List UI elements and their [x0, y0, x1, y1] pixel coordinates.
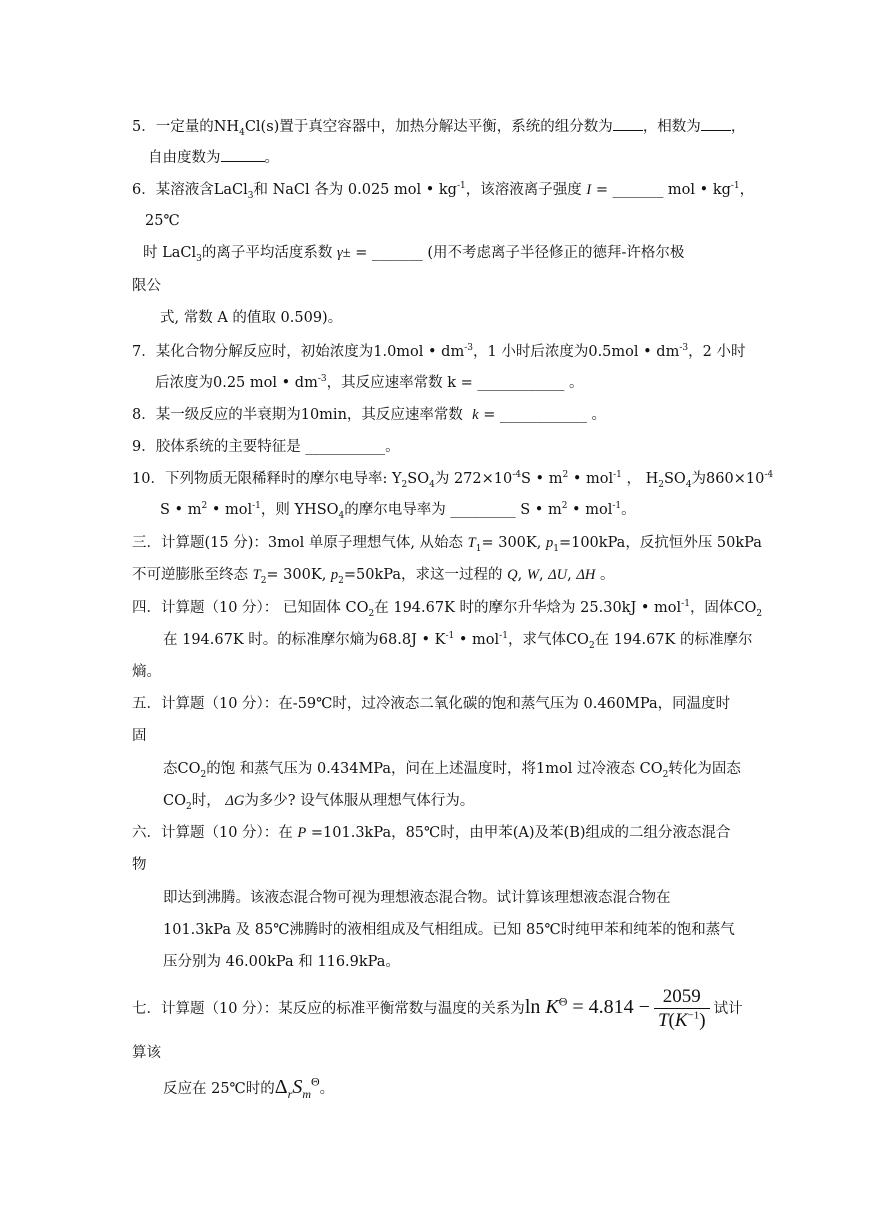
q6-t24: 的值取 — [232, 310, 276, 326]
q7-t6: -3 — [679, 343, 689, 354]
s7-exp: −1 — [687, 1009, 700, 1022]
s6-line4 — [163, 920, 735, 940]
q6-t14: 25℃ — [145, 213, 180, 229]
s3-t11: = 300K, — [266, 567, 327, 583]
s7-m: m — [302, 1087, 311, 1101]
s3-t10: 2 — [260, 575, 267, 586]
s4-t8: ，固体 — [689, 600, 734, 616]
s4-t18: ，求气体 — [507, 632, 566, 648]
q9-t1: 9．胶体系统的主要特征是 — [132, 439, 301, 455]
s3-t5: p — [545, 535, 554, 551]
q5-text-2: Cl(s)置于真空容器中，加热分解达平衡，系统的组分数为 — [244, 119, 613, 135]
s3-line1 — [132, 533, 762, 553]
q7-t8: 后浓度为 — [155, 375, 213, 391]
s5-t20: 为多少? 设气体服从理想气体行为。 — [244, 793, 475, 809]
fraction — [654, 986, 710, 1033]
q7-t11: ，其反应速率常数 — [326, 375, 443, 391]
q10-t12: -1 — [613, 470, 622, 481]
s6-line2 — [132, 855, 147, 875]
s7-delta: Δ — [274, 1076, 288, 1098]
q10-t20: -4 — [764, 470, 774, 481]
q6-t20: = _______ (用不考虑离子半径修正的德拜-许格尔极 — [355, 245, 685, 261]
q5-blank-phases[interactable] — [701, 116, 731, 131]
s4-t17: -1 — [499, 631, 508, 642]
s6-t3: =101.3kPa，85℃时，由甲苯(A)及苯(B)组成的二组分液态混合 — [310, 825, 731, 841]
s3-t20: , — [567, 567, 572, 583]
q10-t23: • mol — [211, 502, 253, 518]
q10-t13: ， — [626, 471, 641, 487]
s3-t1: 三．计算题(15 分)：3mol 单原子理想气体, 从始态 — [132, 535, 464, 551]
s3-t13: 2 — [338, 575, 344, 586]
s6-t8: 85℃沸腾时的液相组成及气相组成。已知 — [254, 922, 522, 938]
s5-t7: 2 — [200, 769, 207, 780]
q5-text-1: 5．一定量的 — [132, 119, 214, 135]
ln-k-expression — [525, 996, 650, 1018]
q10-t5: 4 — [429, 479, 435, 490]
q6-t1: 6．某溶液含 — [132, 182, 214, 198]
s7-r: r — [287, 1087, 293, 1101]
s3-t17: W — [526, 567, 539, 583]
q6-t12: -1 — [730, 181, 740, 192]
fraction-denominator — [654, 1008, 710, 1033]
s4-line2 — [163, 630, 752, 650]
s7-theta: Θ — [558, 994, 568, 1009]
q10-t18: 为 — [691, 471, 707, 487]
s7-rhs: = 4.814 − — [572, 996, 650, 1018]
s3-t4: = 300K, — [481, 535, 542, 551]
q10-t27: 4 — [338, 510, 345, 521]
s4-t24: 熵。 — [132, 664, 161, 680]
q8-line — [132, 405, 606, 425]
s6-line3 — [163, 888, 671, 908]
s3-t19: ΔU — [548, 567, 568, 583]
q10-t1: 10．下列物质无限稀释时的摩尔电导率: — [132, 471, 388, 487]
s3-t2: T — [467, 535, 476, 551]
s7-t2: 试计 — [713, 1001, 743, 1017]
s4-t9: CO — [733, 600, 757, 616]
s6-t9: 85℃时纯甲苯和纯苯的饱和蒸气 — [526, 922, 735, 938]
s3-t18: , — [538, 567, 544, 583]
q5-text-4: ， — [730, 119, 746, 135]
s7-ln: ln — [524, 996, 541, 1018]
q6-line2 — [145, 211, 180, 231]
q9-t2: ___________。 — [305, 439, 400, 455]
s4-t15: -1 — [445, 631, 455, 642]
q10-t32: -1 — [612, 501, 622, 512]
s5-t4: 固 — [132, 728, 147, 744]
q10-t9: S • m — [521, 471, 563, 487]
s5-t2: 0.460MPa — [583, 696, 658, 712]
q7-t5: 0.5mol • dm — [588, 344, 680, 360]
s4-t13: 时。的标准摩尔熵为 — [248, 632, 379, 648]
q6-line3 — [143, 243, 684, 263]
s6-t4: 物 — [132, 857, 147, 873]
s4-t6: 25.30kJ • mol — [580, 600, 682, 616]
q5-text-5: 自由度数为 — [148, 150, 221, 166]
s7-line1 — [132, 982, 743, 1034]
s7-t4: 反应在 — [163, 1081, 207, 1097]
q6-t21: 限公 — [132, 278, 161, 294]
q8-t5: = ____________ 。 — [483, 407, 607, 423]
s4-line1 — [132, 598, 762, 618]
q8-t3: ，其反应速率常数 — [346, 407, 463, 423]
s7-line2 — [132, 1043, 161, 1063]
q6-t6: 各为 — [314, 182, 344, 198]
s7-t5: 25℃时的 — [211, 1081, 275, 1097]
s5-t18: 时， — [191, 793, 221, 809]
s6-t1: 六．计算题（10 分）：在 — [132, 825, 293, 841]
q10-t8: -4 — [512, 470, 521, 481]
q5-blank-components[interactable] — [613, 116, 643, 131]
s3-line2 — [132, 565, 614, 585]
s4-t19: CO — [565, 632, 589, 648]
s7-t1: 七．计算题（10 分）：某反应的标准平衡常数与温度的关系为 — [132, 1001, 525, 1017]
s3-t12: p — [330, 567, 339, 583]
q10-t31: • mol — [572, 502, 613, 518]
s7-t6: 。 — [319, 1081, 335, 1097]
s4-t10: 2 — [756, 608, 763, 619]
q10-t22: 2 — [201, 501, 208, 512]
s4-t1: 四．计算题（10 分）： — [132, 600, 279, 616]
s5-t9: 0.434MPa — [316, 761, 392, 777]
q10-t21: S • m — [160, 502, 202, 518]
s5-t17: 2 — [185, 801, 192, 812]
q10-t29: _________ S • m — [450, 502, 562, 518]
q6-t11: = _______ mol • kg — [595, 182, 731, 198]
q6-t13: ， — [739, 182, 755, 198]
q10-t10: 2 — [562, 470, 569, 481]
q5-blank-freedom[interactable] — [221, 147, 265, 162]
q6-line5 — [160, 308, 342, 328]
q10-t6: 为 — [434, 471, 450, 487]
s7-K: K — [674, 1009, 688, 1031]
s5-t8: 的饱 和蒸气压为 — [206, 761, 313, 777]
s4-t2: 已知固体 — [282, 600, 341, 616]
s4-t20: 2 — [588, 640, 595, 651]
q10-t7: 272×10 — [453, 471, 513, 487]
s7-lp: ( — [668, 1009, 675, 1031]
s5-t11: 1mol — [536, 761, 573, 777]
s4-t23: 的标准摩尔 — [679, 632, 753, 648]
q7-t7: ，2 小时 — [688, 344, 746, 360]
s7-rp: ) — [699, 1009, 706, 1031]
q10-line1 — [132, 469, 773, 489]
s5-t5: 态 — [163, 761, 178, 777]
delta-s-expression — [274, 1074, 320, 1101]
s3-t7: =100kPa，反抗恒外压 50kPa — [558, 535, 762, 551]
s5-t16: CO — [163, 793, 186, 809]
q6-t8: -1 — [456, 181, 466, 192]
s5-t1: 五．计算题（10 分）：在-59℃时，过冷液态二氧化碳的饱和蒸气压为 — [132, 696, 579, 712]
q6-t7: 0.025 mol • kg — [347, 182, 457, 198]
q6-t15: 时 — [143, 245, 158, 261]
q7-t2: 1.0mol • dm — [373, 344, 465, 360]
q6-t2: LaCl — [213, 182, 248, 198]
q7-line1 — [132, 342, 745, 362]
s4-t14: 68.8J • K — [378, 632, 446, 648]
q8-t4: k — [472, 407, 479, 423]
q9-line — [132, 437, 400, 457]
s5-t14: 2 — [662, 769, 669, 780]
s4-t16: • mol — [458, 632, 500, 648]
q10-t26: YHSO — [294, 502, 339, 518]
q7-line2 — [155, 373, 583, 393]
s6-t5: 即达到沸腾。该液态混合物可视为理想液态混合物。试计算该理想液态混合物在 — [163, 890, 671, 906]
s5-line4 — [163, 791, 474, 811]
q10-t25: ，则 — [260, 502, 290, 518]
q10-t17: 4 — [685, 479, 692, 490]
q10-line2 — [160, 500, 636, 520]
q5-text-6: 。 — [264, 150, 279, 166]
q6-t9: ，该溶液离子强度 — [465, 182, 582, 198]
s5-t19: ΔG — [225, 793, 245, 809]
s4-t5: 在 194.67K 时的摩尔升华焓为 — [374, 600, 576, 616]
s3-t3: 1 — [475, 543, 482, 554]
s4-t22: 194.67K — [613, 632, 676, 648]
s4-line3 — [132, 662, 161, 682]
q6-line4 — [132, 276, 161, 296]
s3-t9: T — [252, 567, 261, 583]
s3-t6: 1 — [553, 543, 559, 554]
s5-t15: 转化为固态 — [668, 761, 741, 777]
q6-line1 — [132, 180, 754, 200]
s5-t10: ，问在上述温度时，将 — [391, 761, 537, 777]
q5-formula: NH — [213, 119, 240, 135]
s6-line5 — [163, 952, 400, 972]
q5-sub: 4 — [239, 127, 245, 138]
q8-t1: 8．某一级反应的半衰期为 — [132, 407, 301, 423]
s5-line1 — [132, 694, 730, 714]
s5-t3: ，同温度时 — [657, 696, 731, 712]
s7-S: S — [292, 1076, 303, 1098]
s3-t14: =50kPa，求这一过程的 — [343, 567, 503, 583]
q10-t4: SO — [407, 471, 430, 487]
q10-t16: SO — [663, 471, 686, 487]
q7-t9: 0.25 mol • dm — [213, 375, 318, 391]
s7-num: 2059 — [662, 985, 701, 1007]
q10-t33: 。 — [621, 502, 636, 518]
s7-k: K — [545, 996, 559, 1018]
q5-text-3: ，相数为 — [642, 119, 701, 135]
s5-t12: 过冷液态 — [577, 761, 635, 777]
s6-t13: 116.9kPa。 — [317, 954, 400, 970]
q10-t19: 860×10 — [706, 471, 765, 487]
q8-t2: 10min — [300, 407, 347, 423]
s4-t21: 在 — [594, 632, 610, 648]
q7-t12: k = ____________ 。 — [447, 375, 584, 391]
s5-line3 — [163, 759, 741, 779]
q10-t2: Y — [391, 471, 402, 487]
s6-t2: P — [297, 825, 307, 841]
s6-t7: 及 — [235, 922, 251, 938]
s6-line1 — [132, 823, 731, 843]
s3-t15: Q — [507, 567, 518, 583]
q7-t1: 7．某化合物分解反应时，初始浓度为 — [132, 344, 374, 360]
s6-t6: 101.3kPa — [163, 922, 232, 938]
q7-t3: -3 — [464, 343, 473, 354]
q10-t24: -1 — [252, 501, 261, 512]
q6-t18: 的离子平均活度系数 — [201, 245, 333, 261]
s7-theta2: Θ — [311, 1074, 320, 1089]
q7-t4: ，1 小时后浓度为 — [473, 344, 589, 360]
q6-t25: 0.509)。 — [280, 310, 343, 326]
s5-line2 — [132, 726, 147, 746]
s7-line3 — [163, 1074, 335, 1101]
s6-t11: 46.00kPa — [225, 954, 294, 970]
s6-t10: 压分别为 — [163, 954, 221, 970]
q10-t15: 2 — [658, 479, 664, 490]
s4-t12: 194.67K — [182, 632, 244, 648]
q10-t28: 的摩尔电导率为 — [344, 502, 446, 518]
q6-t19: γ± — [336, 245, 351, 261]
s6-t12: 和 — [298, 954, 313, 970]
s4-t7: -1 — [681, 599, 690, 610]
q5-line2 — [148, 147, 279, 168]
s3-t22: 。 — [599, 567, 615, 583]
q6-t22: 式, 常数 — [160, 310, 213, 326]
s3-t21: ΔH — [576, 567, 596, 583]
s5-t13: CO — [639, 761, 663, 777]
q6-t17: 3 — [196, 253, 202, 264]
q10-t30: 2 — [561, 501, 568, 512]
s4-t3: CO — [345, 600, 369, 616]
s7-t3: 算该 — [132, 1045, 161, 1061]
s4-t4: 2 — [368, 608, 375, 619]
s7-T: T — [657, 1009, 669, 1031]
q6-t16: LaCl — [162, 245, 197, 261]
q6-t4: 和 — [253, 182, 268, 198]
q5-line1 — [132, 116, 745, 137]
s3-t16: , — [517, 567, 523, 583]
q6-t5: NaCl — [272, 182, 310, 198]
q6-t3: 3 — [247, 190, 254, 201]
s4-t11: 在 — [163, 632, 178, 648]
s3-t8: 不可逆膨胀至终态 — [132, 567, 248, 583]
q10-t3: 2 — [401, 479, 408, 490]
q6-t23: A — [217, 310, 228, 326]
q10-t14: H — [645, 471, 659, 487]
q6-t10: I — [586, 182, 592, 198]
s5-t6: CO — [177, 761, 201, 777]
q10-t11: • mol — [572, 471, 614, 487]
q7-t10: -3 — [317, 374, 327, 385]
